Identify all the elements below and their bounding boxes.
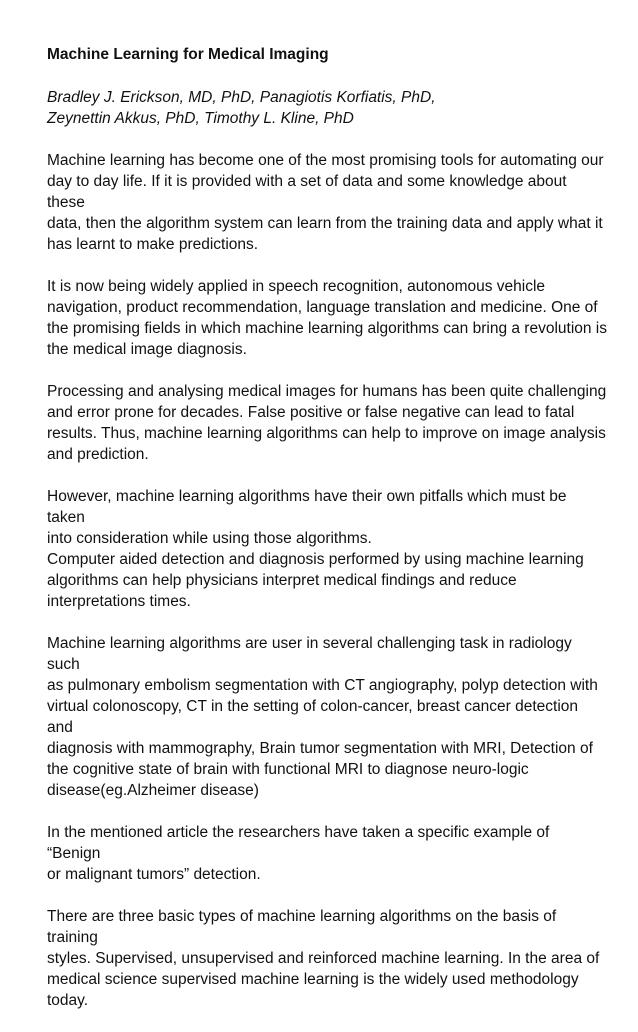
text-line: Machine learning has become one of the most promising tools for automating our xyxy=(47,152,604,169)
text-line: In the mentioned article the researchers have taken a specific example of “Benign xyxy=(47,824,550,862)
text-line: the cognitive state of brain with functional MRI to diagnose neuro-logic xyxy=(47,761,529,778)
text-line: disease(eg.Alzheimer disease) xyxy=(47,782,259,799)
text-line: day to day life. If it is provided with a set of data and some knowledge about these xyxy=(47,173,567,211)
text-line: as pulmonary embolism segmentation with CT angiography, polyp detection with xyxy=(47,677,598,694)
text-line: However, machine learning algorithms have their own pitfalls which must be taken xyxy=(47,488,567,526)
paragraph-processing xyxy=(47,381,607,465)
paragraph-radiology-tasks xyxy=(47,633,607,801)
text-line: into consideration while using those algorithms. xyxy=(47,530,372,547)
text-line: results. Thus, machine learning algorithms can help to improve on image analysis xyxy=(47,425,606,442)
text-line: the promising fields in which machine learning algorithms can bring a revolution is xyxy=(47,320,608,337)
document-title: Machine Learning for Medical Imaging xyxy=(47,46,329,63)
text-line: has learnt to make predictions. xyxy=(47,236,259,253)
text-line: the medical image diagnosis. xyxy=(47,341,247,358)
paragraph-intro xyxy=(47,150,607,255)
text-line: navigation, product recommendation, language translation and medicine. One of xyxy=(47,299,598,316)
text-line: Computer aided detection and diagnosis performed by using machine learning xyxy=(47,551,584,568)
text-line: interpretations times. xyxy=(47,593,191,610)
author-list xyxy=(47,87,607,129)
text-line: algorithms can help physicians interpret medical findings and reduce xyxy=(47,572,517,589)
paragraph-article-example xyxy=(47,822,607,885)
text-line: today. xyxy=(47,992,89,1009)
text-line: or malignant tumors” detection. xyxy=(47,866,261,883)
text-line: virtual colonoscopy, CT in the setting of colon-cancer, breast cancer detection and xyxy=(47,698,579,736)
text-line: and prediction. xyxy=(47,446,149,463)
text-line: data, then the algorithm system can learn from the training data and apply what it xyxy=(47,215,603,232)
text-line: Machine learning algorithms are user in several challenging task in radiology such xyxy=(47,635,572,673)
text-line: It is now being widely applied in speech recognition, autonomous vehicle xyxy=(47,278,546,295)
paragraph-algorithm-types xyxy=(47,906,607,1011)
text-line: Processing and analysing medical images for humans has been quite challenging xyxy=(47,383,607,400)
text-line: There are three basic types of machine learning algorithms on the basis of training xyxy=(47,908,557,946)
author-line: Zeynettin Akkus, PhD, Timothy L. Kline, PhD xyxy=(47,110,354,127)
text-line: medical science supervised machine learning is the widely used methodology xyxy=(47,971,579,988)
text-line: and error prone for decades. False positive or false negative can lead to fatal xyxy=(47,404,575,421)
text-line: styles. Supervised, unsupervised and reinforced machine learning. In the area of xyxy=(47,950,600,967)
document-page xyxy=(47,44,607,1032)
paragraph-applications xyxy=(47,276,607,360)
paragraph-pitfalls xyxy=(47,486,607,612)
author-line: Bradley J. Erickson, MD, PhD, Panagiotis Korfiatis, PhD, xyxy=(47,89,436,106)
text-line: diagnosis with mammography, Brain tumor segmentation with MRI, Detection of xyxy=(47,740,593,757)
